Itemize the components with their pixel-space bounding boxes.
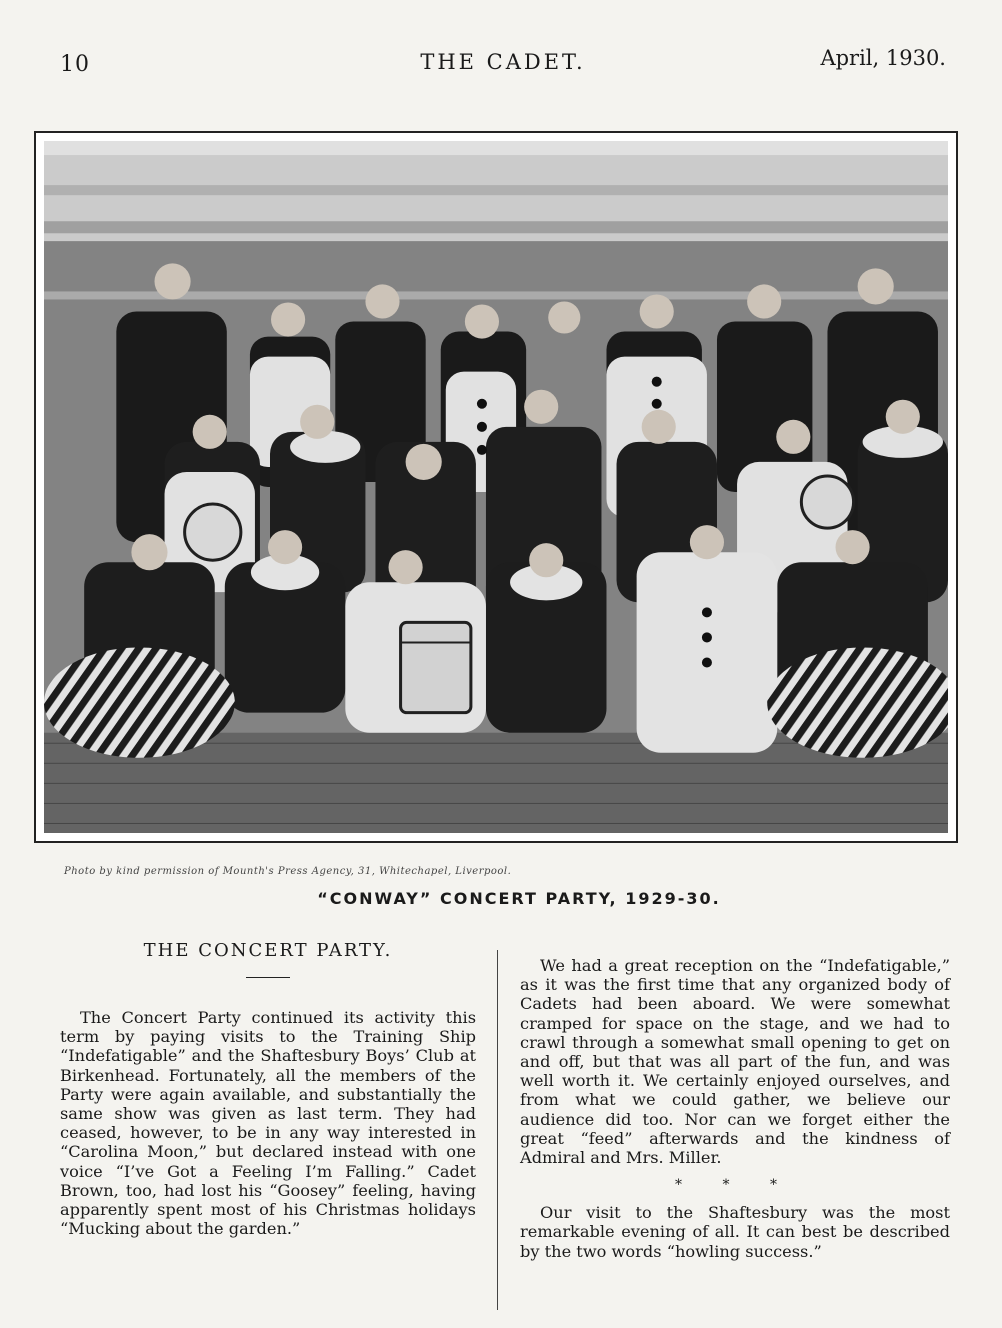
issue-date: April, 1930.	[820, 46, 946, 70]
article-paragraph-3: Our visit to the Shaftesbury was the most remarkable evening of all. It can best be described by the two words “howling success.”	[520, 1203, 950, 1261]
title-rule	[246, 977, 290, 978]
article-left-column	[60, 940, 476, 1238]
page-header	[60, 46, 946, 80]
photograph-image	[44, 141, 948, 833]
column-divider	[497, 950, 498, 1310]
group-photograph	[34, 131, 958, 843]
article-right-column	[520, 956, 950, 1261]
photo-caption: “CONWAY” CONCERT PARTY, 1929-30.	[317, 889, 721, 908]
photo-illustration	[44, 141, 948, 833]
photo-credit: Photo by kind permission of Mounth's Press Agency, 31, Whitechapel, Liverpool.	[64, 866, 512, 877]
article-paragraph-1: The Concert Party continued its activity this term by paying visits to the Training Ship “Indefatigable” and the Shaftesbury Boys’ Club at Birkenhead. Fortunately, all the members of the Party were again available, and substantially the same show was given as last term. They had ceased, however, to be in any way interested in “Carolina Moon,” but declared instead with one voice “I’ve Got a Feeling I’m Falling.” Cadet Brown, too, had lost his “Goosey” feeling, having apparently spent most of his Christmas holidays “Mucking about the garden.”	[60, 1008, 476, 1239]
page-number: 10	[60, 52, 90, 77]
article-paragraph-2: We had a great reception on the “Indefatigable,” as it was the first time that any organized body of Cadets had been aboard. We were somewhat cramped for space on the stage, and we had to crawl through a somewhat small opening to get on and off, but that was all part of the fun, and was well worth it. We certainly enjoyed ourselves, and from what we could gather, we believe our audience did too. Nor can we forget either the great “feed” afterwards and the kindness of Admiral and Mrs. Miller.	[520, 956, 950, 1168]
article-title: THE CONCERT PARTY.	[143, 940, 393, 961]
journal-title: THE CADET.	[420, 50, 586, 74]
section-separator: * * *	[675, 1177, 795, 1194]
